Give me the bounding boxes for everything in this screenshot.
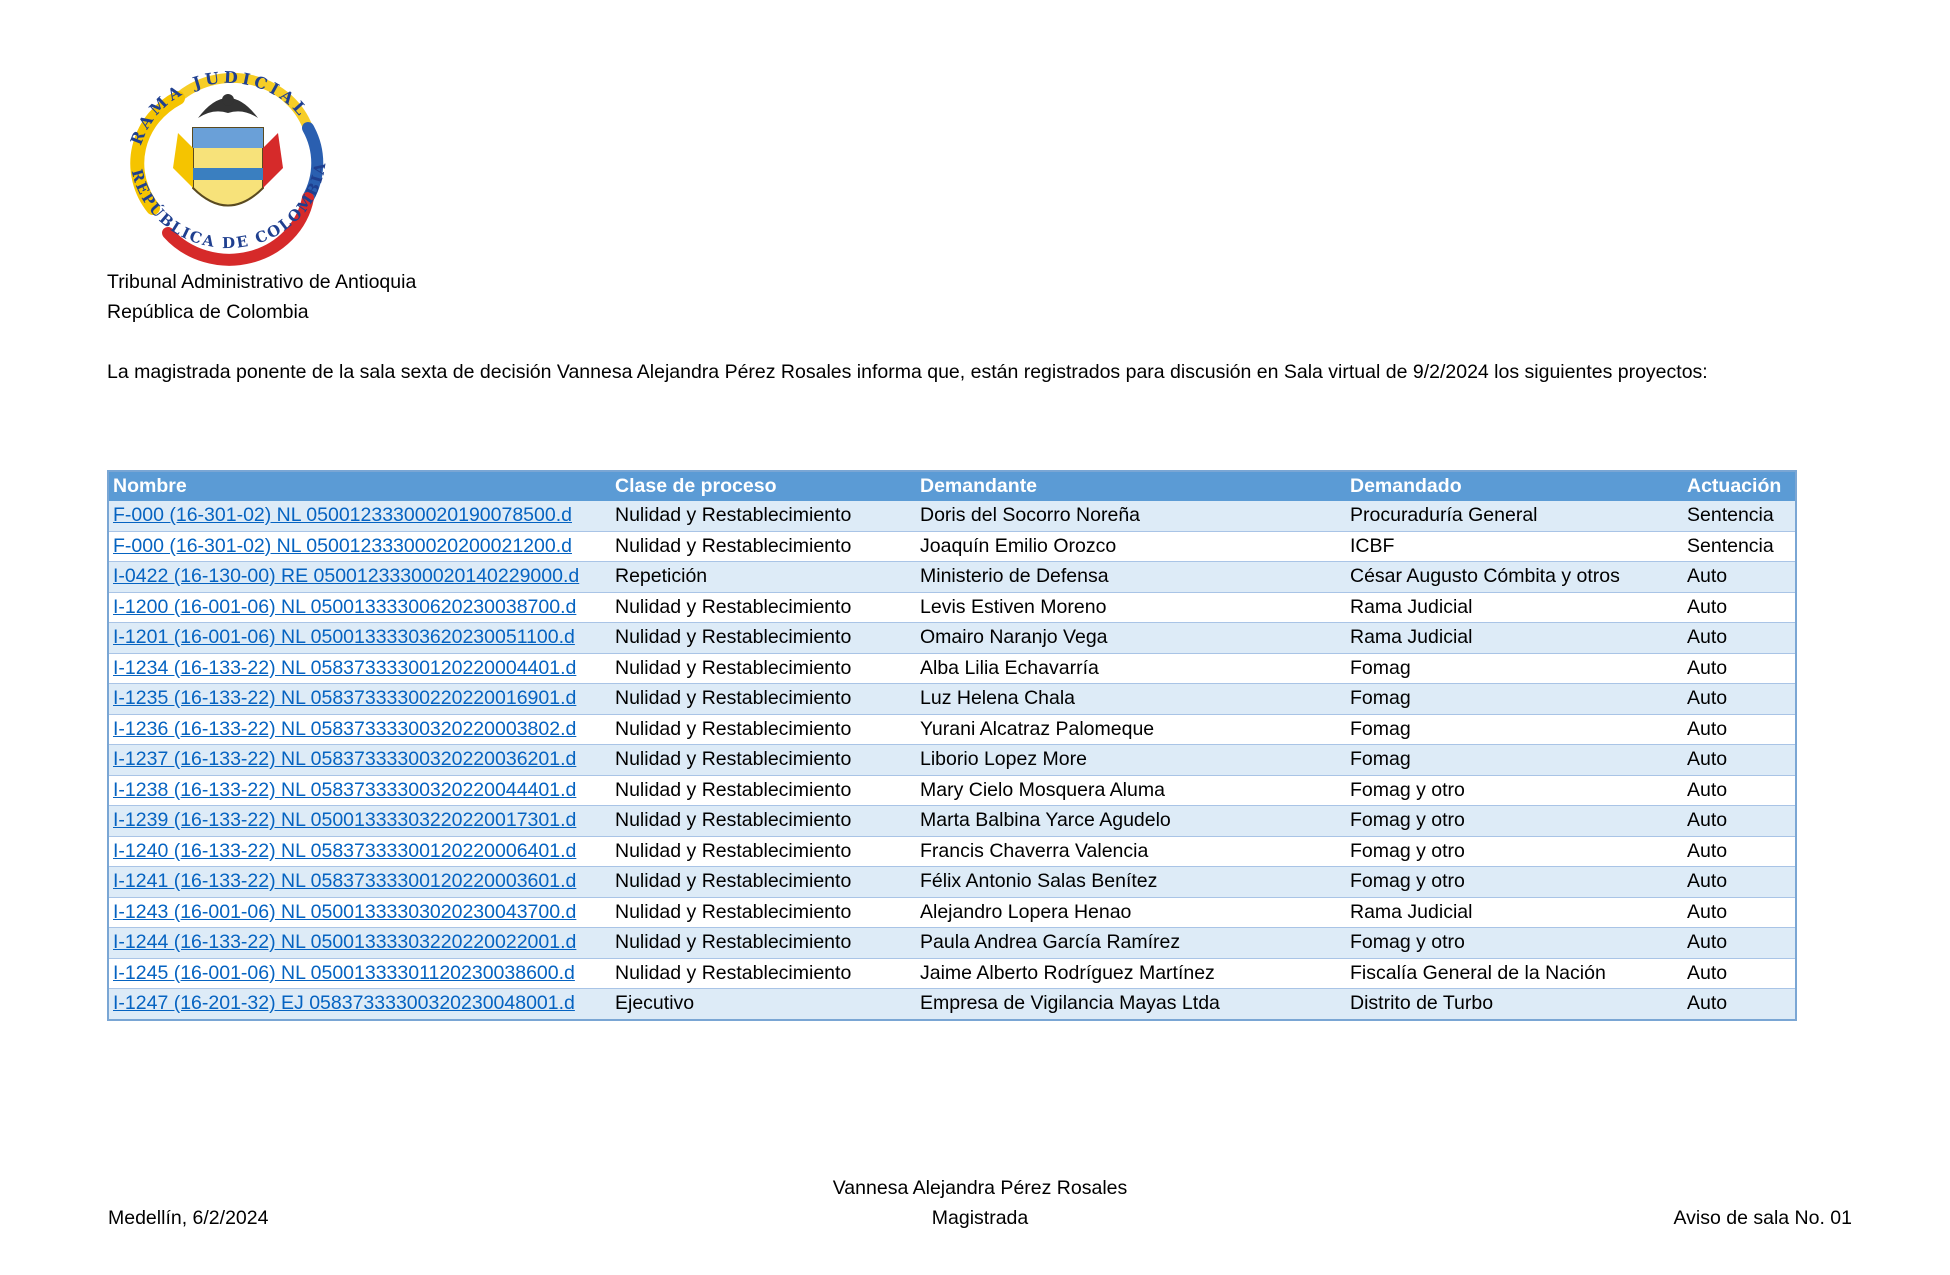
cell-demandado: Rama Judicial bbox=[1346, 623, 1683, 654]
table-row bbox=[108, 623, 1796, 654]
cell-demandante: Ministerio de Defensa bbox=[916, 562, 1346, 593]
table-row bbox=[108, 958, 1796, 989]
cell-demandado: Fomag y otro bbox=[1346, 806, 1683, 837]
cell-demandado: Fomag y otro bbox=[1346, 836, 1683, 867]
cell-actuacion: Auto bbox=[1683, 928, 1796, 959]
logo-top-text: RAMA JUDICIAL bbox=[126, 67, 314, 148]
cell-actuacion: Auto bbox=[1683, 684, 1796, 715]
cell-clase: Nulidad y Restablecimiento bbox=[611, 745, 916, 776]
column-header-nombre: Nombre bbox=[108, 471, 611, 501]
projects-table bbox=[107, 470, 1797, 1021]
table-row bbox=[108, 897, 1796, 928]
cell-demandante: Luz Helena Chala bbox=[916, 684, 1346, 715]
cell-clase: Ejecutivo bbox=[611, 989, 916, 1020]
table-row bbox=[108, 531, 1796, 562]
cell-demandante: Francis Chaverra Valencia bbox=[916, 836, 1346, 867]
cell-demandante: Yurani Alcatraz Palomeque bbox=[916, 714, 1346, 745]
column-header-clase: Clase de proceso bbox=[611, 471, 916, 501]
notice-number: Aviso de sala No. 01 bbox=[1673, 1207, 1852, 1229]
cell-actuacion: Sentencia bbox=[1683, 531, 1796, 562]
place-date: Medellín, 6/2/2024 bbox=[108, 1207, 269, 1229]
table-row bbox=[108, 989, 1796, 1020]
cell-clase: Nulidad y Restablecimiento bbox=[611, 775, 916, 806]
table-header-row bbox=[108, 471, 1796, 501]
cell-actuacion: Auto bbox=[1683, 897, 1796, 928]
cell-demandante: Empresa de Vigilancia Mayas Ltda bbox=[916, 989, 1346, 1020]
cell-demandante: Félix Antonio Salas Benítez bbox=[916, 867, 1346, 898]
file-link[interactable]: I-1236 (16-133-22) NL 05837333300320220003802.d bbox=[108, 714, 611, 745]
cell-demandante: Doris del Socorro Noreña bbox=[916, 501, 1346, 531]
table-row bbox=[108, 745, 1796, 776]
cell-actuacion: Auto bbox=[1683, 653, 1796, 684]
table-row bbox=[108, 562, 1796, 593]
cell-demandante: Alejandro Lopera Henao bbox=[916, 897, 1346, 928]
file-link[interactable]: I-1241 (16-133-22) NL 05837333300120220003601.d bbox=[108, 867, 611, 898]
cell-demandante: Paula Andrea García Ramírez bbox=[916, 928, 1346, 959]
file-link[interactable]: F-000 (16-301-02) NL 05001233300020190078500.d bbox=[108, 501, 611, 531]
cell-demandado: Fomag bbox=[1346, 653, 1683, 684]
logo-bottom-text: REPÚBLICA DE COLOMBIA bbox=[127, 159, 330, 253]
cell-demandado: Distrito de Turbo bbox=[1346, 989, 1683, 1020]
cell-clase: Nulidad y Restablecimiento bbox=[611, 714, 916, 745]
signer-name: Vannesa Alejandra Pérez Rosales bbox=[832, 1177, 1128, 1199]
table-row bbox=[108, 775, 1796, 806]
table-row bbox=[108, 501, 1796, 531]
signature-block bbox=[780, 1173, 1180, 1233]
file-link[interactable]: I-1247 (16-201-32) EJ 05837333300320230048001.d bbox=[108, 989, 611, 1020]
cell-clase: Nulidad y Restablecimiento bbox=[611, 531, 916, 562]
cell-clase: Nulidad y Restablecimiento bbox=[611, 653, 916, 684]
column-header-demandante: Demandante bbox=[916, 471, 1346, 501]
cell-demandado: Fiscalía General de la Nación bbox=[1346, 958, 1683, 989]
logo-seal-graphic bbox=[108, 58, 348, 268]
cell-clase: Nulidad y Restablecimiento bbox=[611, 958, 916, 989]
cell-actuacion: Auto bbox=[1683, 958, 1796, 989]
cell-demandante: Mary Cielo Mosquera Aluma bbox=[916, 775, 1346, 806]
signer-role: Magistrada bbox=[931, 1207, 1029, 1229]
file-link[interactable]: F-000 (16-301-02) NL 05001233300020200021200.d bbox=[108, 531, 611, 562]
cell-actuacion: Auto bbox=[1683, 562, 1796, 593]
file-link[interactable]: I-1245 (16-001-06) NL 05001333301120230038600.d bbox=[108, 958, 611, 989]
file-link[interactable]: I-1237 (16-133-22) NL 05837333300320220036201.d bbox=[108, 745, 611, 776]
table-row bbox=[108, 836, 1796, 867]
file-link[interactable]: I-1235 (16-133-22) NL 05837333300220220016901.d bbox=[108, 684, 611, 715]
table-row bbox=[108, 928, 1796, 959]
cell-clase: Nulidad y Restablecimiento bbox=[611, 623, 916, 654]
cell-clase: Nulidad y Restablecimiento bbox=[611, 806, 916, 837]
cell-clase: Nulidad y Restablecimiento bbox=[611, 501, 916, 531]
table-row bbox=[108, 684, 1796, 715]
table-row bbox=[108, 592, 1796, 623]
cell-actuacion: Auto bbox=[1683, 592, 1796, 623]
cell-clase: Nulidad y Restablecimiento bbox=[611, 867, 916, 898]
cell-demandado: ICBF bbox=[1346, 531, 1683, 562]
table-row bbox=[108, 714, 1796, 745]
cell-clase: Nulidad y Restablecimiento bbox=[611, 928, 916, 959]
rama-judicial-logo bbox=[108, 58, 348, 268]
cell-actuacion: Auto bbox=[1683, 836, 1796, 867]
cell-clase: Nulidad y Restablecimiento bbox=[611, 836, 916, 867]
file-link[interactable]: I-1239 (16-133-22) NL 05001333303220220017301.d bbox=[108, 806, 611, 837]
table-row bbox=[108, 806, 1796, 837]
file-link[interactable]: I-1234 (16-133-22) NL 05837333300120220004401.d bbox=[108, 653, 611, 684]
cell-demandado: Fomag y otro bbox=[1346, 867, 1683, 898]
intro-paragraph: La magistrada ponente de la sala sexta de decisión Vannesa Alejandra Pérez Rosales informa que, están registrados para discusión en Sala virtual de 9/2/2024 los siguientes proyectos: bbox=[107, 361, 1708, 383]
cell-demandado: César Augusto Cómbita y otros bbox=[1346, 562, 1683, 593]
table-row bbox=[108, 867, 1796, 898]
cell-demandante: Joaquín Emilio Orozco bbox=[916, 531, 1346, 562]
file-link[interactable]: I-1244 (16-133-22) NL 05001333303220220022001.d bbox=[108, 928, 611, 959]
cell-demandante: Marta Balbina Yarce Agudelo bbox=[916, 806, 1346, 837]
cell-demandado: Procuraduría General bbox=[1346, 501, 1683, 531]
cell-demandante: Levis Estiven Moreno bbox=[916, 592, 1346, 623]
cell-demandado: Rama Judicial bbox=[1346, 592, 1683, 623]
cell-actuacion: Auto bbox=[1683, 867, 1796, 898]
cell-clase: Nulidad y Restablecimiento bbox=[611, 897, 916, 928]
cell-actuacion: Sentencia bbox=[1683, 501, 1796, 531]
cell-demandado: Fomag y otro bbox=[1346, 775, 1683, 806]
cell-actuacion: Auto bbox=[1683, 714, 1796, 745]
file-link[interactable]: I-1201 (16-001-06) NL 05001333303620230051100.d bbox=[108, 623, 611, 654]
cell-demandante: Omairo Naranjo Vega bbox=[916, 623, 1346, 654]
country-name: República de Colombia bbox=[107, 301, 309, 323]
column-header-actuacion: Actuación bbox=[1683, 471, 1796, 501]
cell-demandado: Fomag bbox=[1346, 684, 1683, 715]
cell-actuacion: Auto bbox=[1683, 989, 1796, 1020]
projects-table-container bbox=[107, 470, 1795, 1021]
table-row bbox=[108, 653, 1796, 684]
cell-actuacion: Auto bbox=[1683, 806, 1796, 837]
file-link[interactable]: I-0422 (16-130-00) RE 05001233300020140229000.d bbox=[108, 562, 611, 593]
cell-actuacion: Auto bbox=[1683, 623, 1796, 654]
cell-actuacion: Auto bbox=[1683, 775, 1796, 806]
cell-demandante: Liborio Lopez More bbox=[916, 745, 1346, 776]
column-header-demandado: Demandado bbox=[1346, 471, 1683, 501]
cell-demandado: Fomag bbox=[1346, 714, 1683, 745]
file-link[interactable]: I-1240 (16-133-22) NL 05837333300120220006401.d bbox=[108, 836, 611, 867]
file-link[interactable]: I-1238 (16-133-22) NL 05837333300320220044401.d bbox=[108, 775, 611, 806]
cell-clase: Nulidad y Restablecimiento bbox=[611, 684, 916, 715]
cell-demandado: Fomag y otro bbox=[1346, 928, 1683, 959]
file-link[interactable]: I-1243 (16-001-06) NL 05001333303020230043700.d bbox=[108, 897, 611, 928]
file-link[interactable]: I-1200 (16-001-06) NL 05001333300620230038700.d bbox=[108, 592, 611, 623]
cell-demandante: Jaime Alberto Rodríguez Martínez bbox=[916, 958, 1346, 989]
cell-clase: Nulidad y Restablecimiento bbox=[611, 592, 916, 623]
cell-demandado: Rama Judicial bbox=[1346, 897, 1683, 928]
cell-demandado: Fomag bbox=[1346, 745, 1683, 776]
cell-demandante: Alba Lilia Echavarría bbox=[916, 653, 1346, 684]
cell-actuacion: Auto bbox=[1683, 745, 1796, 776]
organization-name: Tribunal Administrativo de Antioquia bbox=[107, 271, 417, 293]
cell-clase: Repetición bbox=[611, 562, 916, 593]
